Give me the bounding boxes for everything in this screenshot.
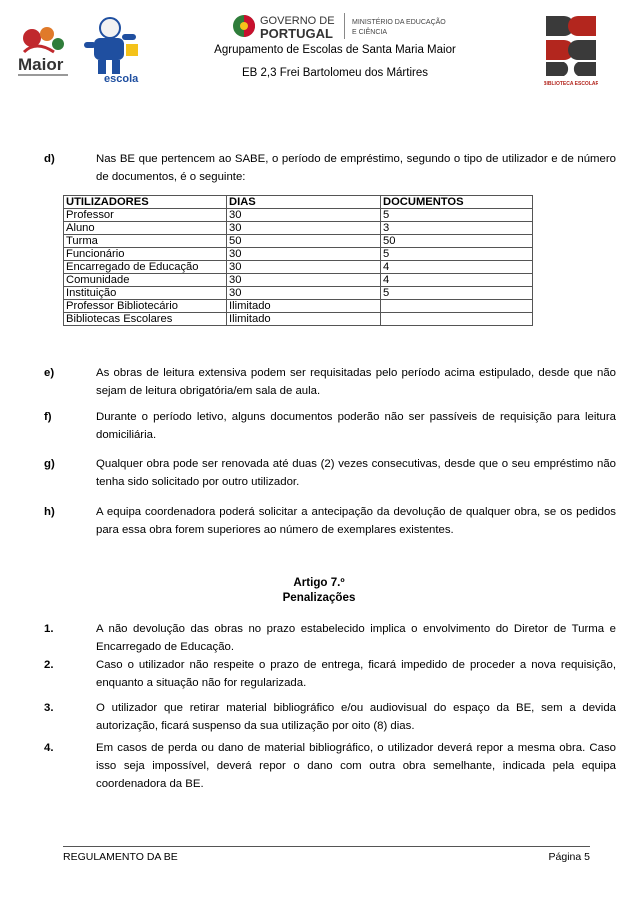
item-label: 3.	[44, 702, 54, 714]
item-text: Em casos de perda ou dano de material bibliográfico, o utilizador deverá repor a mesma obra. Caso isso seja impossível, deverá repor o dano com outra obra semelhante, indicada pela equipa coordenadora da BE.	[96, 742, 616, 790]
ministry-line2: E CIÊNCIA	[352, 29, 388, 36]
footer-divider	[63, 846, 590, 847]
article-title: Penalizações	[282, 591, 356, 604]
table-cell: 5	[381, 209, 533, 222]
list-item-h	[44, 503, 616, 539]
table-row	[64, 248, 533, 261]
item-text: O utilizador que retirar material bibliográfico e/ou audiovisual do espaço da BE, sem a devida autorização, ficará suspenso da sua utilização por oito (8) dias.	[96, 702, 616, 732]
table-cell: 30	[227, 222, 381, 235]
loan-periods-table	[63, 195, 533, 326]
item-label: 1.	[44, 623, 54, 635]
table-cell: 30	[227, 261, 381, 274]
table-header-cell: DIAS	[227, 196, 381, 209]
table-cell: Encarregado de Educação	[64, 261, 227, 274]
gov-line1: GOVERNO DE	[260, 15, 335, 27]
maior-logo-text: Maior	[18, 55, 64, 74]
table-cell: 30	[227, 287, 381, 300]
item-label: h)	[44, 506, 55, 518]
table-cell	[381, 313, 533, 326]
list-item-f	[44, 408, 616, 444]
table-cell: Funcionário	[64, 248, 227, 261]
list-item-e	[44, 364, 616, 400]
table-row	[64, 235, 533, 248]
penalty-item-4	[44, 739, 616, 793]
penalty-item-2	[44, 656, 616, 692]
table-cell: Aluno	[64, 222, 227, 235]
table-row	[64, 313, 533, 326]
ministry-line1: MINISTÉRIO DA EDUCAÇÃO	[352, 19, 446, 26]
table-cell	[381, 300, 533, 313]
table-cell: 4	[381, 261, 533, 274]
table-cell: Turma	[64, 235, 227, 248]
item-label: 4.	[44, 742, 54, 754]
table-cell: 30	[227, 248, 381, 261]
table-cell: 50	[227, 235, 381, 248]
table-cell: Bibliotecas Escolares	[64, 313, 227, 326]
item-label: 2.	[44, 659, 54, 671]
table-cell: 4	[381, 274, 533, 287]
biblioteca-escolar-logo	[544, 14, 598, 90]
item-text: Durante o período letivo, alguns documentos poderão não ser passíveis de requisição para leitura domiciliária.	[96, 411, 616, 441]
gov-line2: PORTUGAL	[260, 26, 333, 41]
school-name: Agrupamento de Escolas de Santa Maria Maior	[214, 44, 456, 56]
governo-portugal-logo	[232, 10, 462, 42]
table-row	[64, 261, 533, 274]
maior-logo	[14, 22, 76, 82]
table-cell: 50	[381, 235, 533, 248]
table-cell: Comunidade	[64, 274, 227, 287]
table-cell: 30	[227, 209, 381, 222]
item-text: A não devolução das obras no prazo estabelecido implica o envolvimento do Diretor de Turma e Encarregado de Educação.	[96, 623, 616, 653]
item-text: Caso o utilizador não respeite o prazo de entrega, ficará impedido de proceder a nova requisição, enquanto a situação não for regularizada.	[96, 659, 616, 689]
escola-logo-text: escola	[104, 73, 139, 85]
penalty-item-3	[44, 699, 616, 735]
table-cell: Professor Bibliotecário	[64, 300, 227, 313]
list-item-g	[44, 455, 616, 491]
table-header-cell: UTILIZADORES	[64, 196, 227, 209]
table-cell: 5	[381, 287, 533, 300]
table-cell: 5	[381, 248, 533, 261]
list-item-d	[44, 150, 616, 186]
table-row	[64, 300, 533, 313]
escola-logo	[76, 14, 148, 86]
table-cell: 3	[381, 222, 533, 235]
be-logo-text: BIBLIOTECA ESCOLAR	[544, 81, 598, 87]
page-number: Página 5	[548, 851, 590, 863]
penalty-item-1	[44, 620, 616, 656]
table-row	[64, 274, 533, 287]
table-row	[64, 287, 533, 300]
table-cell: Instituição	[64, 287, 227, 300]
table-cell: Ilimitado	[227, 300, 381, 313]
item-text: As obras de leitura extensiva podem ser requisitadas pelo período acima estipulado, desde que não sejam de leitura obrigatória/em sala de aula.	[96, 367, 616, 397]
table-header-row	[64, 196, 533, 209]
item-text: A equipa coordenadora poderá solicitar a antecipação da devolução de qualquer obra, se os pedidos para essa obra forem superiores ao número de exemplares existentes.	[96, 506, 616, 536]
table-cell: 30	[227, 274, 381, 287]
item-label: e)	[44, 367, 55, 379]
footer-title: REGULAMENTO DA BE	[63, 851, 178, 863]
table-cell: Ilimitado	[227, 313, 381, 326]
table-row	[64, 222, 533, 235]
table-cell: Professor	[64, 209, 227, 222]
table-header-cell: DOCUMENTOS	[381, 196, 533, 209]
table-row	[64, 209, 533, 222]
article-number: Artigo 7.º	[293, 576, 345, 589]
item-text: Nas BE que pertencem ao SABE, o período de empréstimo, segundo o tipo de utilizador e de número de documentos, é o seguinte:	[96, 153, 616, 183]
item-text: Qualquer obra pode ser renovada até duas (2) vezes consecutivas, desde que o seu empréstimo não tenha sido solicitado por outro utilizador.	[96, 458, 616, 488]
item-label: f)	[44, 411, 52, 423]
school-subtitle: EB 2,3 Frei Bartolomeu dos Mártires	[242, 67, 428, 79]
item-label: g)	[44, 458, 55, 470]
item-label: d)	[44, 153, 55, 165]
